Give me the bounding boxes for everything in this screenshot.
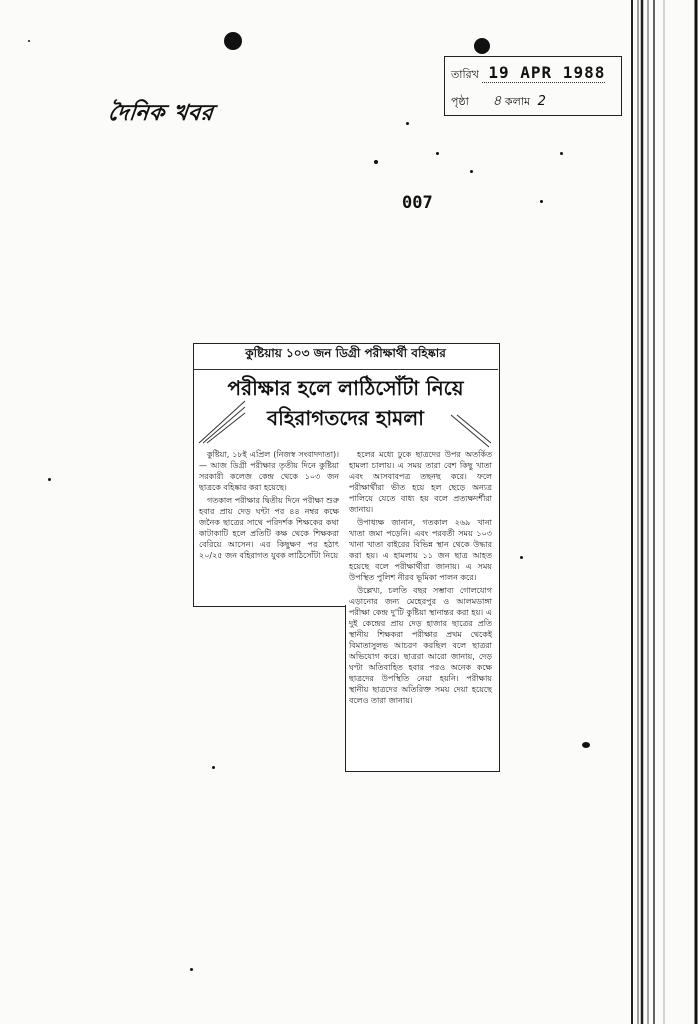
column-value: 2 [537,94,546,109]
article-paragraph: কুষ্টিয়া, ১৮ই এপ্রিল (নিজস্ব সংবাদদাতা)।— আজ ডিগ্রী পরীক্ষার তৃতীয় দিনে কুষ্টিয়া সরকারী কলেজ কেন্দ্র থেকে ১০৩ জন ছাত্রকে বহিষ্কার করা হয়েছে। [199,450,339,492]
ink-speck [48,478,51,481]
ink-speck [374,160,378,164]
ink-speck [190,968,193,971]
newspaper-clipping [193,343,498,771]
ink-speck [540,200,543,203]
ink-speck [520,556,523,559]
page-column-row [451,89,546,113]
article-column-1 [199,449,339,563]
date-value: 19 APR 1988 [488,63,606,82]
archive-reference-number: 007 [402,193,433,213]
page-value: ৪ [492,93,502,109]
punch-hole [224,32,242,50]
headline-hatch-decoration [449,413,493,449]
ink-speck [436,152,439,155]
page-label: পৃষ্ঠা [451,95,469,108]
ink-speck [406,122,409,125]
date-dots [482,63,605,83]
article-paragraph: হলের মধ্যে ঢুকে ছাত্রদের উপর অতর্কিত হামলা চালায়। এ সময় তারা বেশ কিছু খাতা এবং আসবাবপত্র তছনছ করে। ফলে পরীক্ষার্থীরা ভীত হয়ে হল ছেড়ে অন্যত্র পালিয়ে যেতে বাধ্য হয় বলে প্রত্যক্ষদর্শীরা জানায়। [349,450,492,514]
date-stamp-box [444,56,622,116]
newspaper-name: দৈনিক খবর [106,101,215,126]
ink-speck [470,170,473,173]
article-paragraph: গতকাল পরীক্ষার দ্বিতীয় দিনে পরীক্ষা শুরু হবার প্রায় দেড় ঘন্টা পর ৪৪ নম্বর কক্ষে জনৈক ছাত্রের সাথে পরিদর্শক শিক্ষকের কথা কাটাকাটি হলে প্রতিটি কক্ষ থেকে শিক্ষকরা বেরিয়ে আসেন। এর কিছুক্ষণ পর হঠাৎ ২০/২৫ জন বহিরাগত যুবক লাঠিসোঁটা নিয়ে [199,496,339,560]
punch-hole [474,38,490,54]
clipping-kicker: কুষ্টিয়ায় ১০৩ জন ডিগ্রী পরীক্ষার্থী বহিষ্কার [193,345,498,370]
headline-hatch-decoration [197,399,247,445]
ink-speck [28,40,30,42]
headline-line-1: পরীক্ষার হলে লাঠিসোঁটা নিয়ে [227,376,464,400]
headline-line-2: বহিরাগতদের হামলা [267,406,424,430]
ink-speck [582,742,590,748]
date-label: তারিখ [451,68,479,81]
ink-speck [560,152,563,155]
date-row [451,63,605,85]
column-label: কলাম [504,95,531,108]
page-binding-edge [626,0,698,1024]
article-paragraph: উপাধ্যক্ষ জানান, গতকাল ২৬৯ খানা খাতা জমা পড়েনি। এবং পরবর্তী সময় ১০৩ খানা খাতা বাইরের বিভিন্ন স্থান থেকে উদ্ধার করা হয়। এ হামলায় ১১ জন ছাত্র আহত হয়েছে বলে পরীক্ষার্থীরা জানায়। এ সময় উপস্থিত পুলিশ নীরব ভূমিকা পালন করে। [349,518,492,582]
article-column-2 [349,449,492,708]
article-paragraph: উল্লেখ্য, চলতি বছর সম্ভাব্য গোলযোগ এড়ানোর জন্য মেহেরপুর ও আলমডাঙ্গা পরীক্ষা কেন্দ্র দু'টি কুষ্টিয়া স্থানান্তর করা হয়। এ দুই কেন্দ্রের প্রায় দেড় হাজার ছাত্রের প্রতি স্থানীয় শিক্ষকরা পরীক্ষার প্রথম থেকেই বিমাতাসুলভ আচরণ করছিল বলে ছাত্ররা অভিযোগ করে। ছাত্ররা আরো জানায়, দেড় ঘণ্টা অতিবাহিত হবার পরও অনেক কক্ষে ছাত্রদের উপস্থিতি নেয়া হয়নি। পরীক্ষায় স্থানীয় ছাত্রদের অতিরিক্ত সময় দেয়া হয়েছে বলেও তারা জানায়। [349,586,492,705]
